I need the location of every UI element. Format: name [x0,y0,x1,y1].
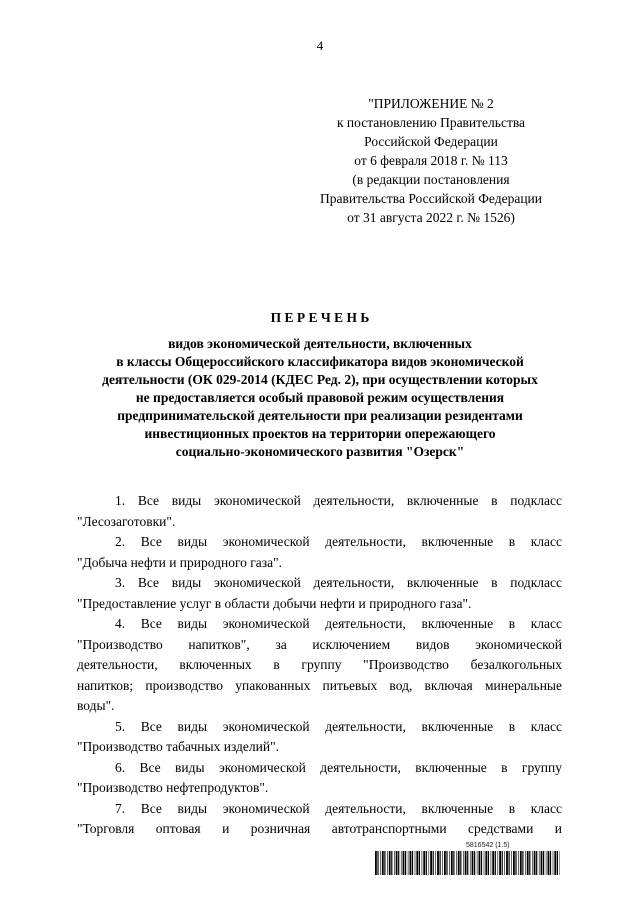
item-text-line: "Торговля оптовая и розничная автотранспортными средствами и [77,821,562,836]
appendix-line: (в редакции постановления [352,172,510,187]
item-text-line: 4. Все виды экономической деятельности, включенные в класс [115,616,562,631]
item-text-line: воды". [77,698,115,713]
item-text-line: 3. Все виды экономической деятельности, включенные в подкласс [115,575,562,590]
appendix-line: от 6 февраля 2018 г. № 113 [354,153,508,168]
items-list [77,491,562,840]
appendix-line: к постановлению Правительства [336,115,526,130]
item-text-line: деятельности, включенных в группу "Производство безалкогольных [77,657,562,672]
list-item [77,614,562,717]
item-text-line: 1. Все виды экономической деятельности, включенные в подкласс [115,493,562,508]
subtitle-line: инвестиционных проектов на территории опережающего [144,426,496,441]
item-text-line: "Производство нефтепродуктов". [77,780,269,795]
list-item [77,532,562,573]
item-text-line: 2. Все виды экономической деятельности, включенные в класс [115,534,562,549]
subtitle-line: не предоставляется особый правовой режим осуществления [135,390,505,405]
subtitle-line: в классы Общероссийского классификатора видов экономической [116,354,524,369]
list-item [77,799,562,840]
item-text-line: 5. Все виды экономической деятельности, включенные в класс [115,718,562,734]
barcode-caption: 5816542 (1.5) [466,842,510,849]
item-text-line: "Добыча нефти и природного газа". [77,554,283,570]
subtitle-line: предпринимательской деятельности при реализации резидентами [117,408,523,423]
document-subtitle [60,335,580,461]
barcode-image [375,851,560,875]
item-text-line: напитков; производство упакованных питьевых вод, включая минеральные [77,677,562,693]
page-number: 4 [316,38,324,53]
appendix-line: от 31 августа 2022 г. № 1526) [347,210,515,225]
item-text-line: "Предоставление услуг в области добычи нефти и природного газа". [77,595,472,611]
subtitle-line: деятельности (ОК 029-2014 (КДЕС Ред. 2), при осуществлении которых [102,372,538,387]
document-title: П Е Р Е Ч Е Н Ь [270,310,370,325]
appendix-header [300,94,562,227]
item-text-line: 7. Все виды экономической деятельности, включенные в класс [115,800,562,816]
item-text-line: "Производство табачных изделий". [77,739,279,754]
list-item [77,758,562,799]
appendix-line: Российской Федерации [364,134,498,149]
item-text-line: "Лесозаготовки". [77,513,176,529]
list-item [77,573,562,614]
list-item [77,717,562,758]
item-text-line: "Производство напитков", за исключением видов экономической [77,636,562,652]
subtitle-line: социально-экономического развития "Озерск" [175,444,465,459]
appendix-line: "ПРИЛОЖЕНИЕ № 2 [368,96,494,111]
subtitle-line: видов экономической деятельности, включенных [168,336,472,351]
list-item [77,491,562,532]
item-text-line: 6. Все виды экономической деятельности, включенные в группу [115,759,562,775]
appendix-line: Правительства Российской Федерации [320,191,542,206]
